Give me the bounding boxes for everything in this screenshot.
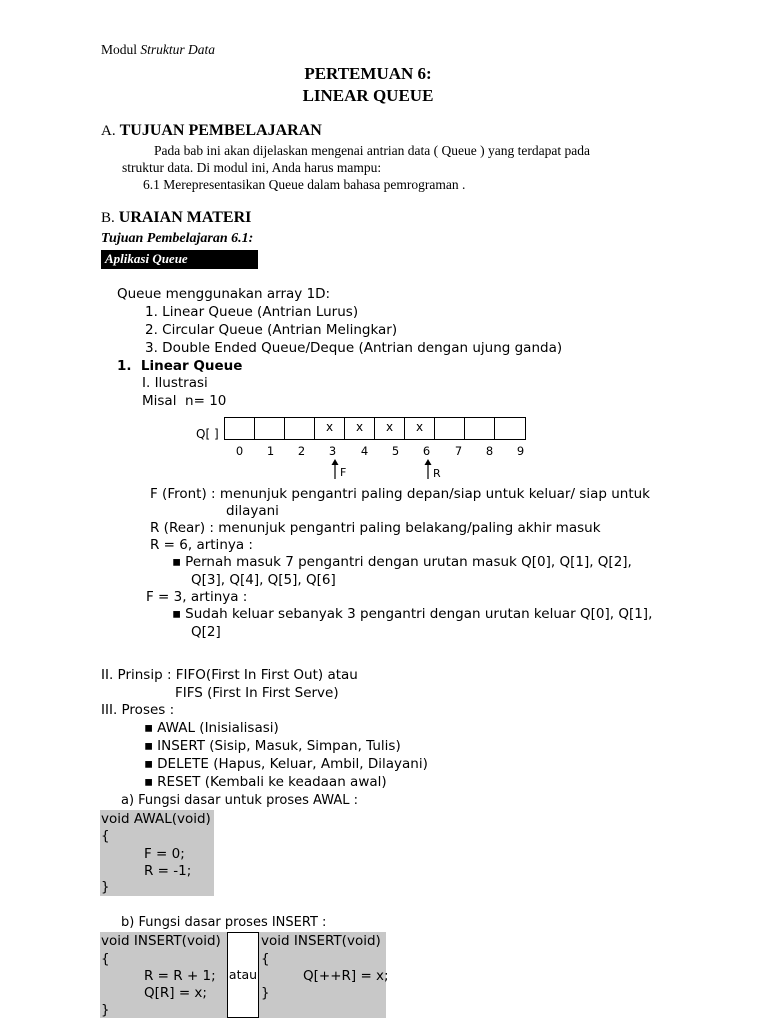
queue-cell	[255, 418, 285, 439]
section-a-paragraph-line2: struktur data. Di modul ini, Anda harus mampu:	[122, 160, 382, 175]
section-b-subtitle: Tujuan Pembelajaran 6.1:	[101, 231, 254, 246]
queue-index: 2	[297, 444, 306, 458]
rear-explanation-line2: Q[3], Q[4], Q[5], Q[6]	[191, 572, 336, 588]
section-a-title: TUJUAN PEMBELAJARAN	[119, 122, 322, 139]
code-line: R = R + 1;	[144, 968, 216, 984]
rear-value: R = 6, artinya :	[150, 537, 253, 553]
code-line: }	[261, 985, 270, 1001]
learning-goal: 6.1 Merepresentasikan Queue dalam bahasa pemrograman .	[143, 177, 466, 192]
type-item-2: 2. Circular Queue (Antrian Melingkar)	[145, 322, 398, 338]
section-b-letter: B.	[101, 210, 115, 226]
code-line: {	[101, 828, 110, 844]
type-item-3: 3. Double Ended Queue/Deque (Antrian dengan ujung ganda)	[145, 340, 563, 356]
page-subtitle: LINEAR QUEUE	[302, 86, 434, 105]
running-header	[101, 42, 215, 58]
rear-pointer-label: R	[433, 467, 441, 480]
section-b-title: URAIAN MATERI	[118, 209, 252, 226]
queue-cell: x	[315, 418, 345, 439]
queue-array	[224, 417, 526, 440]
front-arrow-icon	[330, 458, 340, 480]
linear-queue-heading: 1. Linear Queue	[117, 358, 243, 374]
process-item: ▪ DELETE (Hapus, Keluar, Ambil, Dilayani)	[144, 756, 428, 772]
front-explanation-line1: ▪ Sudah keluar sebanyak 3 pengantri dengan urutan keluar Q[0], Q[1],	[172, 606, 652, 622]
code-line: }	[101, 1002, 110, 1018]
section-a-paragraph-line1: Pada bab ini akan dijelaskan mengenai antrian data ( Queue ) yang terdapat pada	[154, 143, 590, 158]
misal-label: Misal n= 10	[142, 393, 227, 409]
front-explanation-line2: Q[2]	[191, 624, 221, 640]
rear-explanation-line1: ▪ Pernah masuk 7 pengantri dengan urutan masuk Q[0], Q[1], Q[2],	[172, 554, 632, 570]
section-b-heading	[101, 209, 251, 227]
queue-cell	[435, 418, 465, 439]
insert-function-label: b) Fungsi dasar proses INSERT :	[121, 915, 327, 930]
rear-description: R (Rear) : menunjuk pengantri paling belakang/paling akhir masuk	[150, 520, 601, 536]
queue-index: 8	[485, 444, 494, 458]
intro-text: Queue menggunakan array 1D:	[117, 286, 331, 302]
process-item: ▪ RESET (Kembali ke keadaan awal)	[144, 774, 387, 790]
ilustrasi-label: I. Ilustrasi	[142, 375, 208, 391]
code-line: void INSERT(void)	[261, 933, 381, 949]
section-a-heading	[101, 122, 322, 140]
code-line: {	[101, 951, 110, 967]
section-a-letter: A.	[101, 123, 116, 139]
type-item-1: 1. Linear Queue (Antrian Lurus)	[145, 304, 359, 320]
principle-line2: FIFS (First In First Serve)	[175, 685, 339, 701]
code-line: F = 0;	[144, 846, 185, 862]
topic-bar: Aplikasi Queue	[101, 250, 258, 269]
queue-index: 7	[454, 444, 463, 458]
queue-cell	[465, 418, 495, 439]
principle-line1: II. Prinsip : FIFO(First In First Out) atau	[101, 667, 358, 683]
process-title: III. Proses :	[101, 702, 175, 718]
queue-index: 0	[235, 444, 244, 458]
queue-label: Q[ ]	[196, 427, 219, 441]
atau-separator-box	[227, 932, 259, 1018]
queue-cell	[495, 418, 525, 439]
queue-index: 9	[516, 444, 525, 458]
atau-label: atau	[228, 967, 258, 982]
queue-cell: x	[375, 418, 405, 439]
code-line: Q[R] = x;	[144, 985, 207, 1001]
code-line: {	[261, 951, 270, 967]
rear-arrow-icon	[423, 458, 433, 480]
header-modul: Modul	[101, 42, 138, 57]
header-subject: Struktur Data	[140, 42, 216, 57]
process-item: ▪ AWAL (Inisialisasi)	[144, 720, 279, 736]
code-line: void AWAL(void)	[101, 811, 211, 827]
front-pointer-label: F	[340, 466, 347, 479]
queue-index: 5	[391, 444, 400, 458]
awal-function-label: a) Fungsi dasar untuk proses AWAL :	[121, 793, 359, 808]
queue-index: 4	[360, 444, 369, 458]
page-title: PERTEMUAN 6:	[304, 64, 432, 83]
front-description-line1: F (Front) : menunjuk pengantri paling depan/siap untuk keluar/ siap untuk	[150, 486, 651, 502]
process-item: ▪ INSERT (Sisip, Masuk, Simpan, Tulis)	[144, 738, 401, 754]
code-line: }	[101, 879, 110, 895]
code-line: Q[++R] = x;	[303, 968, 389, 984]
queue-cell	[285, 418, 315, 439]
queue-index: 1	[266, 444, 275, 458]
queue-cell: x	[405, 418, 435, 439]
front-description-line2: dilayani	[226, 503, 279, 519]
front-value: F = 3, artinya :	[146, 589, 248, 605]
code-line: void INSERT(void)	[101, 933, 221, 949]
queue-cell: x	[345, 418, 375, 439]
queue-cell	[225, 418, 255, 439]
queue-index: 6	[422, 444, 431, 458]
queue-index: 3	[328, 444, 337, 458]
code-line: R = -1;	[144, 863, 192, 879]
